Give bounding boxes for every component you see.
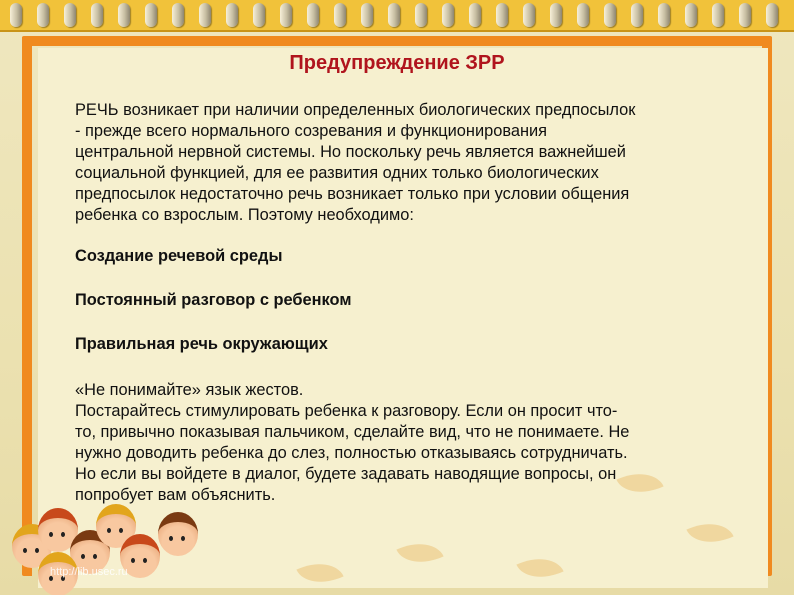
slide-title: Предупреждение ЗРР bbox=[289, 52, 505, 74]
notebook-ring-icon bbox=[10, 3, 22, 27]
intro-paragraph: РЕЧЬ возникает при наличии определенных биологических предпосылок - прежде всего нормального созревания и функционирования центральной нервной системы. Но поскольку речь является важнейшей социальной функцией, для ее развития одних только биологических предпосылок недостаточно речь возникает только при условии общения ребенка со взрослым. Поэтому необходимо: bbox=[75, 101, 636, 224]
bullet-item: Постоянный разговор с ребенком bbox=[75, 291, 352, 309]
notebook-ring-icon bbox=[334, 3, 346, 27]
notebook-ring-icon bbox=[415, 3, 427, 27]
notebook-ring-icon bbox=[523, 3, 535, 27]
notebook-ring-icon bbox=[685, 3, 697, 27]
notebook-ring-icon bbox=[64, 3, 76, 27]
notebook-ring-icon bbox=[577, 3, 589, 27]
notebook-ring-icon bbox=[145, 3, 157, 27]
notebook-ring-icon bbox=[118, 3, 130, 27]
notebook-ring-icon bbox=[253, 3, 265, 27]
notebook-rings-strip bbox=[0, 0, 794, 32]
notebook-ring-icon bbox=[280, 3, 292, 27]
notebook-ring-icon bbox=[307, 3, 319, 27]
notebook-ring-icon bbox=[766, 3, 778, 27]
bullet-item: Создание речевой среды bbox=[75, 247, 283, 265]
notebook-ring-icon bbox=[37, 3, 49, 27]
bullet-item: Правильная речь окружающих bbox=[75, 335, 328, 353]
notebook-ring-icon bbox=[658, 3, 670, 27]
notebook-ring-icon bbox=[91, 3, 103, 27]
children-faces-illustration-icon bbox=[8, 500, 238, 595]
notebook-ring-icon bbox=[604, 3, 616, 27]
advice-paragraph: «Не понимайте» язык жестов. Постарайтесь стимулировать ребенка к разговору. Если он просит что- то, привычно показывая пальчиком, сделайте вид, что не понимаете. Не нужно доводить ребенка до слез, полностью отказываясь сотрудничать. Но если вы войдете в диалог, будете задавать наводящие вопросы, он попробует вам объяснить. bbox=[75, 381, 630, 504]
notebook-ring-icon bbox=[550, 3, 562, 27]
notebook-ring-icon bbox=[226, 3, 238, 27]
watermark-url: http://lib.usec.ru bbox=[50, 566, 128, 578]
notebook-ring-icon bbox=[199, 3, 211, 27]
notebook-ring-icon bbox=[631, 3, 643, 27]
notebook-ring-icon bbox=[172, 3, 184, 27]
notebook-ring-icon bbox=[388, 3, 400, 27]
notebook-ring-icon bbox=[469, 3, 481, 27]
notebook-ring-icon bbox=[442, 3, 454, 27]
notebook-ring-icon bbox=[496, 3, 508, 27]
notebook-ring-icon bbox=[361, 3, 373, 27]
notebook-ring-icon bbox=[712, 3, 724, 27]
notebook-ring-icon bbox=[739, 3, 751, 27]
